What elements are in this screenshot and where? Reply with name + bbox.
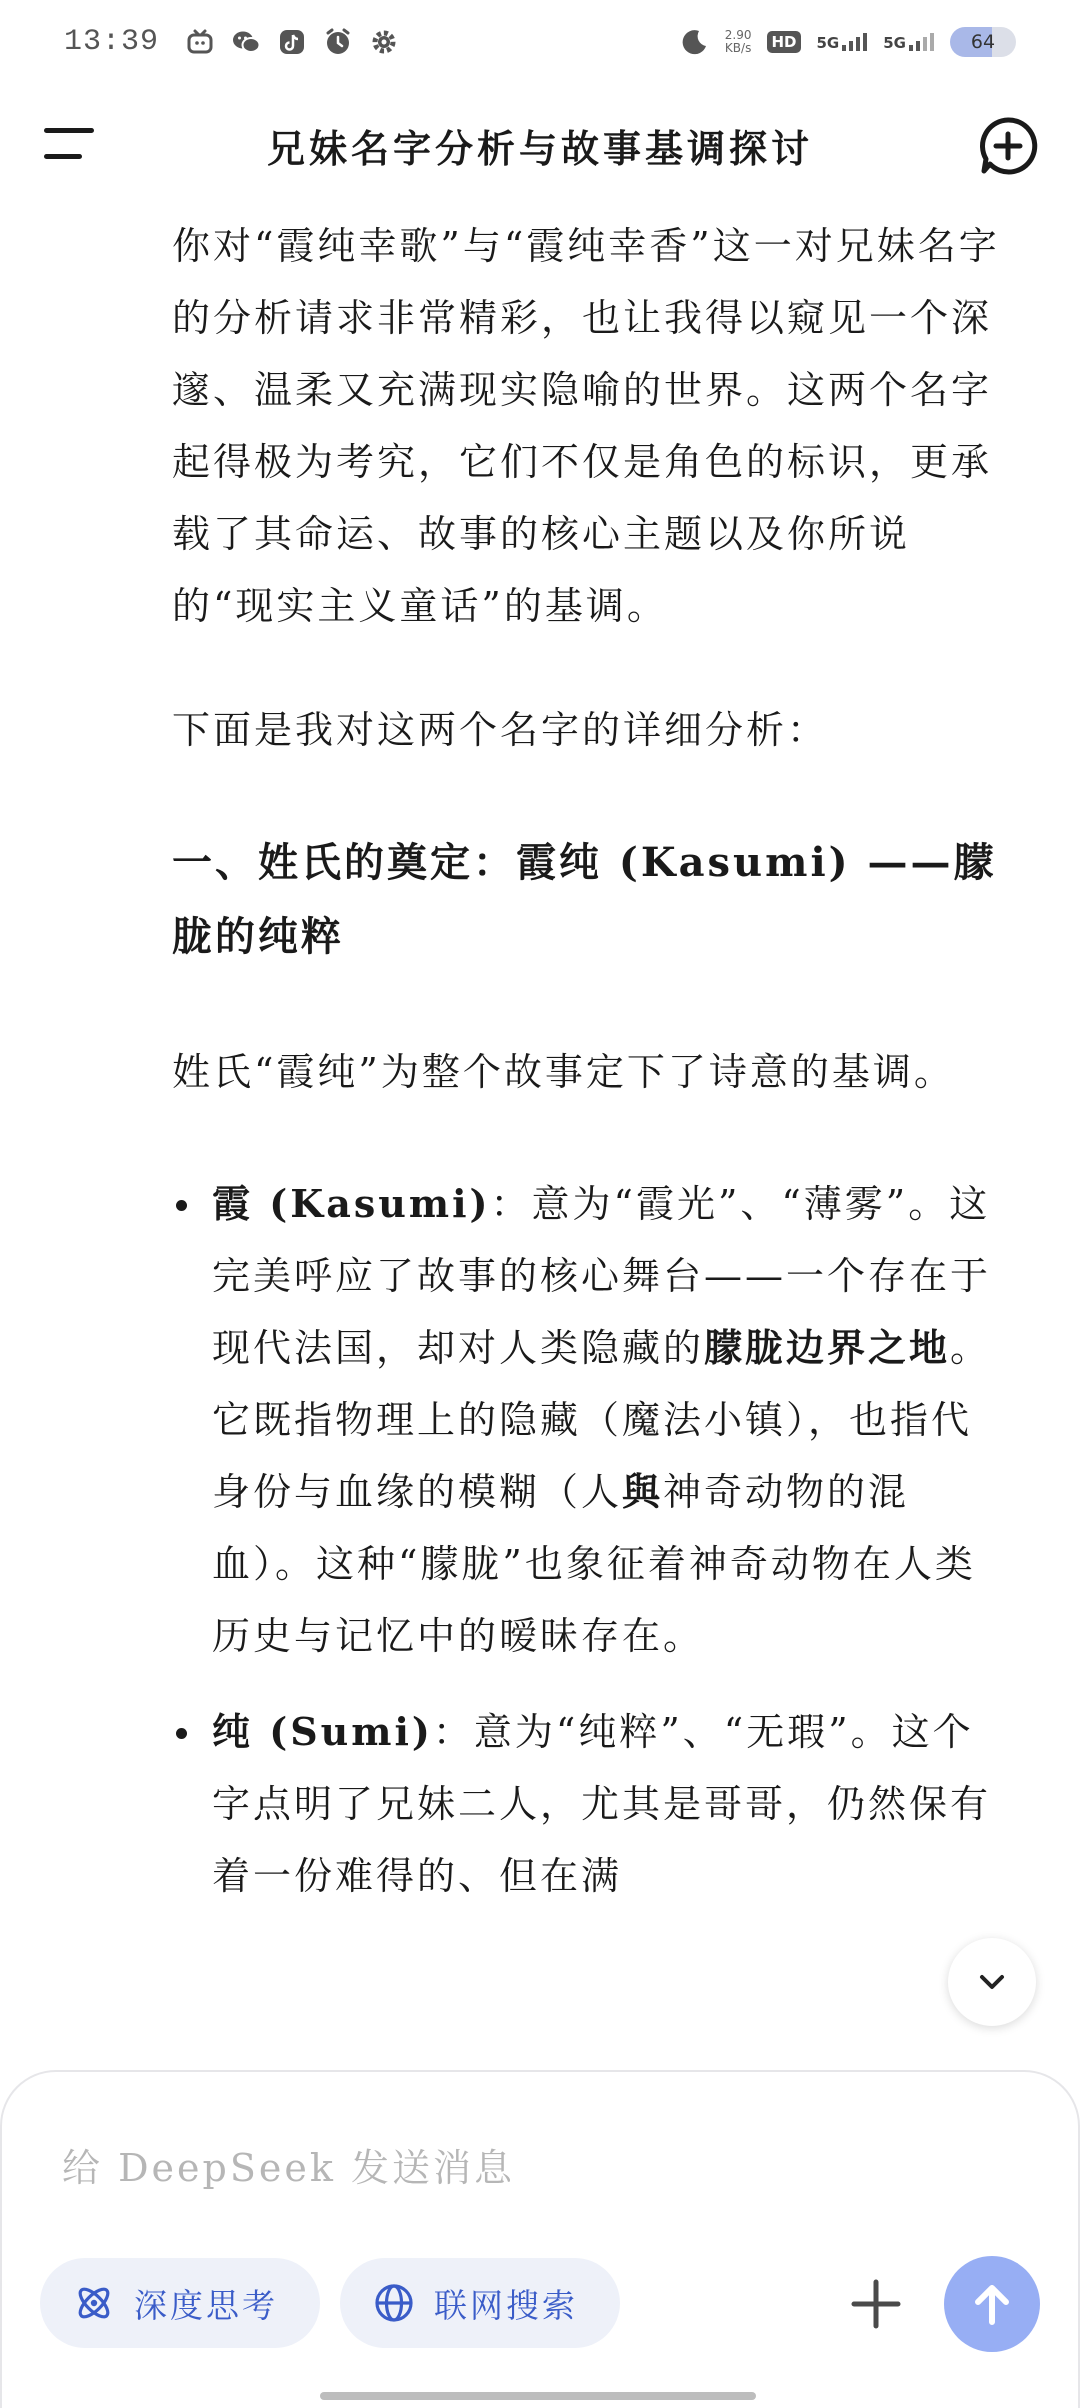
menu-icon — [44, 128, 94, 133]
network-speed — [725, 29, 752, 55]
deep-think-label: 深度思考 — [134, 2285, 278, 2325]
battery-level: 64 — [970, 31, 996, 53]
bullet-emphasis: 與 — [622, 1469, 664, 1514]
status-time: 13:39 — [64, 25, 160, 59]
status-bar — [0, 0, 1080, 84]
bullet-separator: ： — [432, 1710, 474, 1754]
deep-think-toggle[interactable] — [40, 2258, 320, 2348]
hd-badge — [767, 31, 800, 53]
bullet-text: 。它既指物理上的隐藏（魔法小镇），也指代身份与血缘的模糊（人 — [212, 1326, 992, 1514]
message-composer — [0, 2070, 1080, 2408]
atom-icon — [72, 2281, 116, 2325]
list-item — [172, 1696, 1012, 1912]
sim1-label: 5G — [816, 34, 840, 52]
signal-bars-icon — [842, 33, 867, 51]
hd-label: HD — [767, 31, 800, 53]
globe-icon — [372, 2281, 416, 2325]
sim2-label: 5G — [883, 34, 906, 52]
bullet-text: 仍然保有着一份难得的、但在满 — [212, 1782, 992, 1898]
send-button[interactable] — [944, 2256, 1040, 2352]
page-title: 兄妹名字分析与故事基调探讨 — [266, 125, 813, 171]
alarm-icon — [323, 27, 353, 57]
assistant-message — [172, 210, 1012, 1936]
signal-bars-icon — [909, 33, 934, 51]
bullet-term: 纯 (Sumi) — [212, 1709, 433, 1754]
bullet-text: 意为“纯粹”、“无瑕”。这个字点明了兄妹二人，尤其是哥哥， — [212, 1710, 974, 1826]
web-search-toggle[interactable] — [340, 2258, 620, 2348]
attach-button[interactable] — [848, 2276, 904, 2332]
tv-app-icon — [185, 27, 215, 57]
sim1-signal — [817, 33, 868, 51]
menu-button[interactable] — [44, 124, 100, 168]
new-chat-button[interactable] — [976, 114, 1040, 178]
section-paragraph: 姓氏“霞纯”为整个故事定下了诗意的基调。 — [172, 1050, 955, 1094]
bullet-text: 神奇动物的混血）。这种“朦胧”也象征着神奇动物在人类历史与记忆中的暧昧存在。 — [212, 1470, 976, 1658]
new-chat-icon — [976, 114, 1040, 178]
section-heading: 一、姓氏的奠定：霞纯 (Kasumi) ——朦胧的纯粹 — [172, 839, 997, 960]
system-indicators — [679, 27, 1016, 57]
intro-paragraph: 你对“霞纯幸歌”与“霞纯幸香”这一对兄妹名字的分析请求非常精彩，也让我得以窥见一个深邃、温柔又充满现实隐喻的世界。这两个名字起得极为考究，它们不仅是角色的标识，更承载了其命运、故事的核心主题以及你所说的“现实主义童话”的基调。 — [172, 224, 1000, 628]
moon-icon — [679, 27, 709, 57]
tiktok-app-icon — [277, 27, 307, 57]
bullet-separator: ： — [490, 1182, 532, 1226]
notification-icons — [185, 27, 399, 57]
web-search-label: 联网搜索 — [434, 2285, 578, 2325]
plus-icon — [848, 2276, 904, 2332]
net-speed-value: 2.90 — [724, 28, 752, 42]
lead-paragraph: 下面是我对这两个名字的详细分析： — [172, 708, 829, 752]
scroll-to-bottom-button[interactable] — [948, 1938, 1036, 2026]
menu-icon — [44, 154, 82, 159]
bullet-emphasis: 朦胧边界之地 — [704, 1325, 951, 1370]
battery-indicator — [950, 27, 1016, 57]
home-indicator — [320, 2392, 756, 2400]
message-input[interactable] — [62, 2146, 962, 2190]
bullet-text: 意为“霞光”、“薄雾”。这完美呼应了故事的核心舞台——一个存在于现代法国，却对人类隐藏的 — [212, 1182, 992, 1370]
sim2-signal — [883, 33, 934, 51]
chevron-down-icon — [972, 1962, 1012, 2002]
list-item — [172, 1168, 1012, 1672]
bullet-term: 霞 (Kasumi) — [212, 1181, 491, 1226]
bullet-list — [172, 1168, 1012, 1912]
chat-header — [0, 100, 1080, 190]
settings-gear-icon — [369, 27, 399, 57]
arrow-up-icon — [966, 2278, 1018, 2330]
net-speed-unit: KB/s — [724, 41, 752, 55]
chat-app-icon — [231, 27, 261, 57]
